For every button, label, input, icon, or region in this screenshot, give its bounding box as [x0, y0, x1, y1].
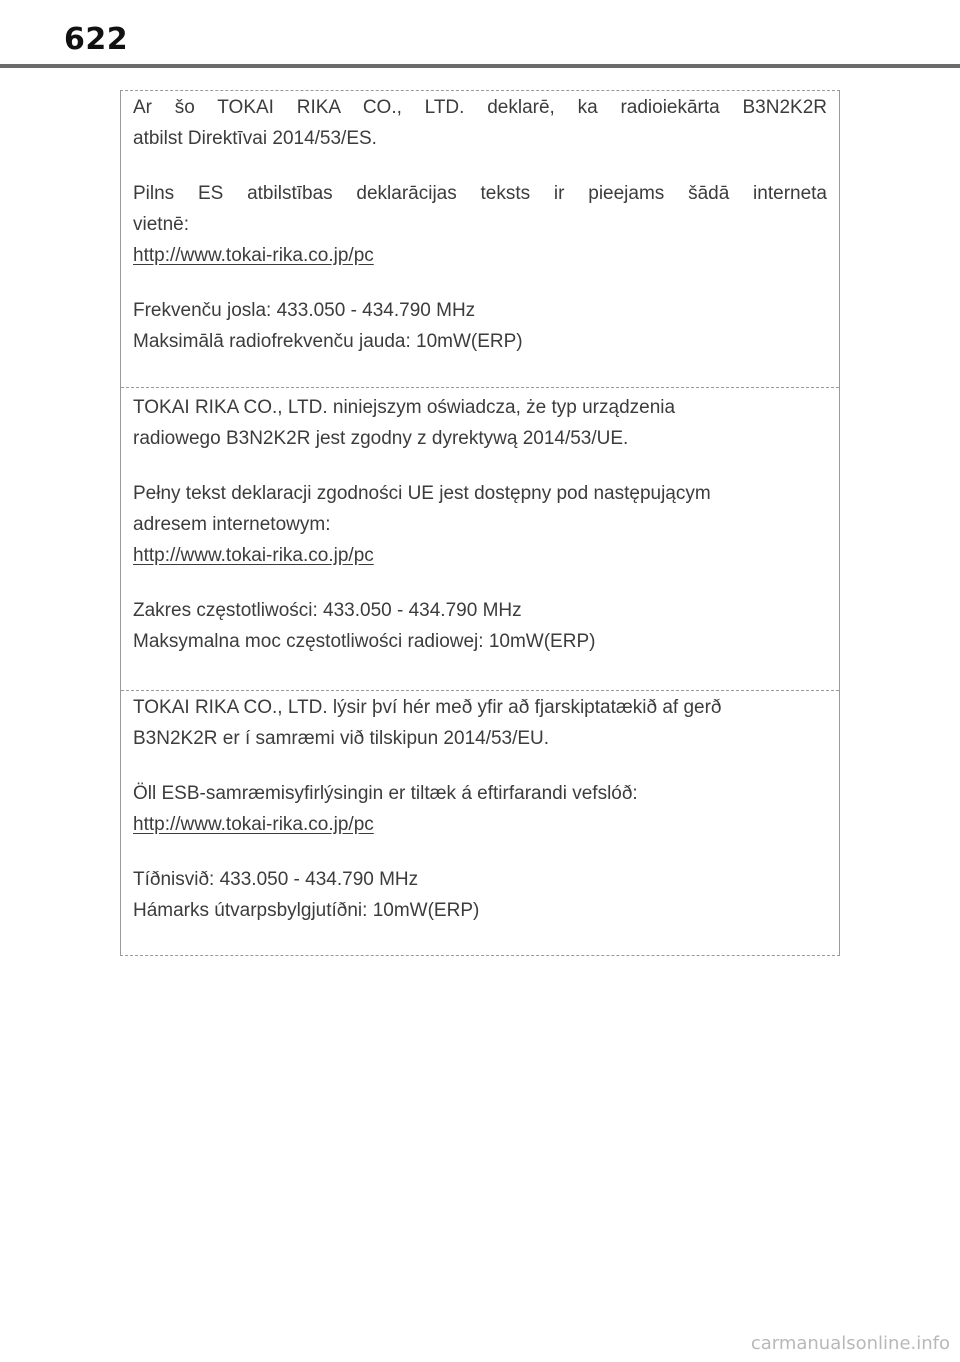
section-icelandic	[121, 690, 839, 955]
section-latvian	[121, 91, 839, 387]
icelandic-statement-line-2: B3N2K2R er í samræmi við tilskipun 2014/53/EU.	[133, 728, 550, 749]
polish-statement-line-2: radiowego B3N2K2R jest zgodny z dyrektywą 2014/53/UE.	[133, 428, 629, 449]
icelandic-text-line-1: Öll ESB-samræmisyfirlýsingin er tiltæk á eftirfarandi vefslóð:	[133, 783, 638, 804]
polish-statement-line-1: TOKAI RIKA CO., LTD. niniejszym oświadcza, że typ urządzenia	[133, 397, 676, 418]
page-number: 622	[64, 22, 129, 57]
polish-frequency: Zakres częstotliwości: 433.050 - 434.790 MHz	[133, 600, 522, 621]
latvian-power: Maksimālā radiofrekvenču jauda: 10mW(ERP)	[133, 331, 523, 352]
icelandic-statement-line-1: TOKAI RIKA CO., LTD. lýsir því hér með yfir að fjarskiptatækið af gerð	[133, 697, 722, 718]
section-polish	[121, 387, 839, 690]
icelandic-declaration-link[interactable]: http://www.tokai-rika.co.jp/pc	[133, 814, 374, 835]
polish-declaration-link[interactable]: http://www.tokai-rika.co.jp/pc	[133, 545, 374, 566]
latvian-text-line-2: vietnē:	[133, 214, 189, 235]
declaration-box	[120, 90, 840, 956]
icelandic-power: Hámarks útvarpsbylgjutíðni: 10mW(ERP)	[133, 900, 480, 921]
icelandic-frequency: Tíðnisvið: 433.050 - 434.790 MHz	[133, 869, 419, 890]
latvian-statement-line-2: atbilst Direktīvai 2014/53/ES.	[133, 128, 377, 149]
polish-power: Maksymalna moc częstotliwości radiowej: 10mW(ERP)	[133, 631, 596, 652]
polish-text-line-2: adresem internetowym:	[133, 514, 331, 535]
latvian-statement-line-1: Ar šo TOKAI RIKA CO., LTD. deklarē, ka radioiekārta B3N2K2R	[133, 97, 827, 118]
header-divider	[0, 64, 960, 68]
latvian-frequency: Frekvenču josla: 433.050 - 434.790 MHz	[133, 300, 476, 321]
watermark: carmanualsonline.info	[750, 1333, 950, 1354]
polish-text-line-1: Pełny tekst deklaracji zgodności UE jest dostępny pod następującym	[133, 483, 711, 504]
latvian-text-line-1: Pilns ES atbilstības deklarācijas teksts ir pieejams šādā interneta	[133, 183, 827, 204]
latvian-declaration-link[interactable]: http://www.tokai-rika.co.jp/pc	[133, 245, 374, 266]
